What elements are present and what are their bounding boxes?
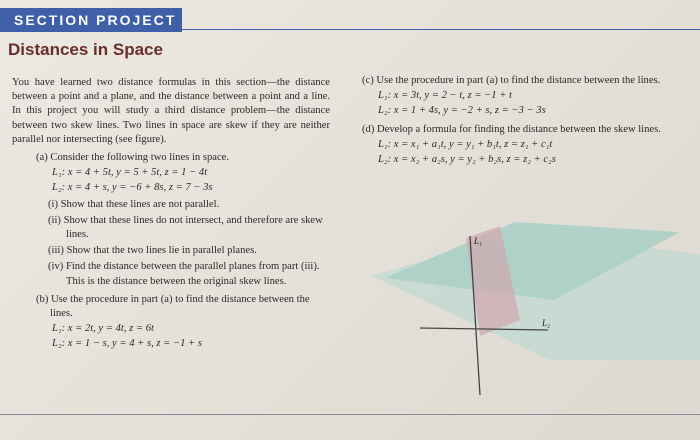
item-label: (ii) — [48, 214, 61, 226]
item-label: (i) — [48, 198, 58, 210]
part-b-label: (b) — [36, 293, 49, 305]
part-b-text: Use the procedure in part (a) to find the distance between the lines. — [50, 293, 310, 320]
item-text: Show that these lines are not parallel. — [60, 198, 220, 210]
item-label: (iii) — [48, 245, 64, 257]
part-d-line2: L₂: x = x₂ + a₂s, y = y₂ + b₂s, z = z₂ + c₂s — [378, 154, 556, 166]
bottom-rule — [0, 414, 700, 415]
part-b-line1: L₁: x = 2t, y = 4t, z = 6t — [52, 323, 154, 335]
part-c-text: Use the procedure in part (a) to find the distance between the lines. — [376, 75, 661, 86]
item-text: Show that the two lines lie in parallel planes. — [66, 245, 257, 257]
section-banner: SECTION PROJECT — [0, 8, 182, 32]
part-a-label: (a) — [36, 152, 48, 164]
intro-paragraph: You have learned two distance formulas in this section—the distance between a point and a plane, and the distance between a point and a line. In this project you will study a third distance problem—the distance between two skew lines. Two lines in space are skew if they are neither parallel nor intersecting (see figure). — [12, 77, 330, 145]
part-a-text: Consider the following two lines in space. — [50, 152, 230, 164]
part-c-line1: L₁: x = 3t, y = 2 − t, z = −1 + t — [378, 90, 512, 102]
item-text: Find the distance between the parallel planes from part (iii). This is the distance between the original skew lines. — [65, 261, 320, 287]
item-label: (iv) — [48, 261, 64, 273]
part-a-line2: L₂: x = 4 + s, y = −6 + 8s, z = 7 − 3s — [52, 182, 213, 194]
line-l1-label: L₁ — [474, 236, 483, 246]
part-c-label: (c) — [362, 75, 374, 86]
part-d-label: (d) — [362, 123, 375, 135]
item-text: Show that these lines do not intersect, and therefore are skew lines. — [63, 214, 323, 241]
part-c-line2: L₂: x = 1 + 4s, y = −2 + s, z = −3 − 3s — [378, 105, 546, 117]
part-d-line1: L₁: x = x₁ + a₁t, y = y₁ + b₁t, z = z₁ + c₁t — [378, 138, 553, 150]
part-d-text: Develop a formula for finding the distance between the skew lines. — [377, 123, 661, 135]
line-l2-label: L₂ — [542, 318, 551, 328]
part-a-line1: L₁: x = 4 + 5t, y = 5 + 5t, z = 1 − 4t — [52, 167, 208, 179]
part-b-line2: L₂: x = 1 − s, y = 4 + s, z = −1 + s — [52, 338, 202, 350]
page-title: Distances in Space — [8, 40, 163, 59]
